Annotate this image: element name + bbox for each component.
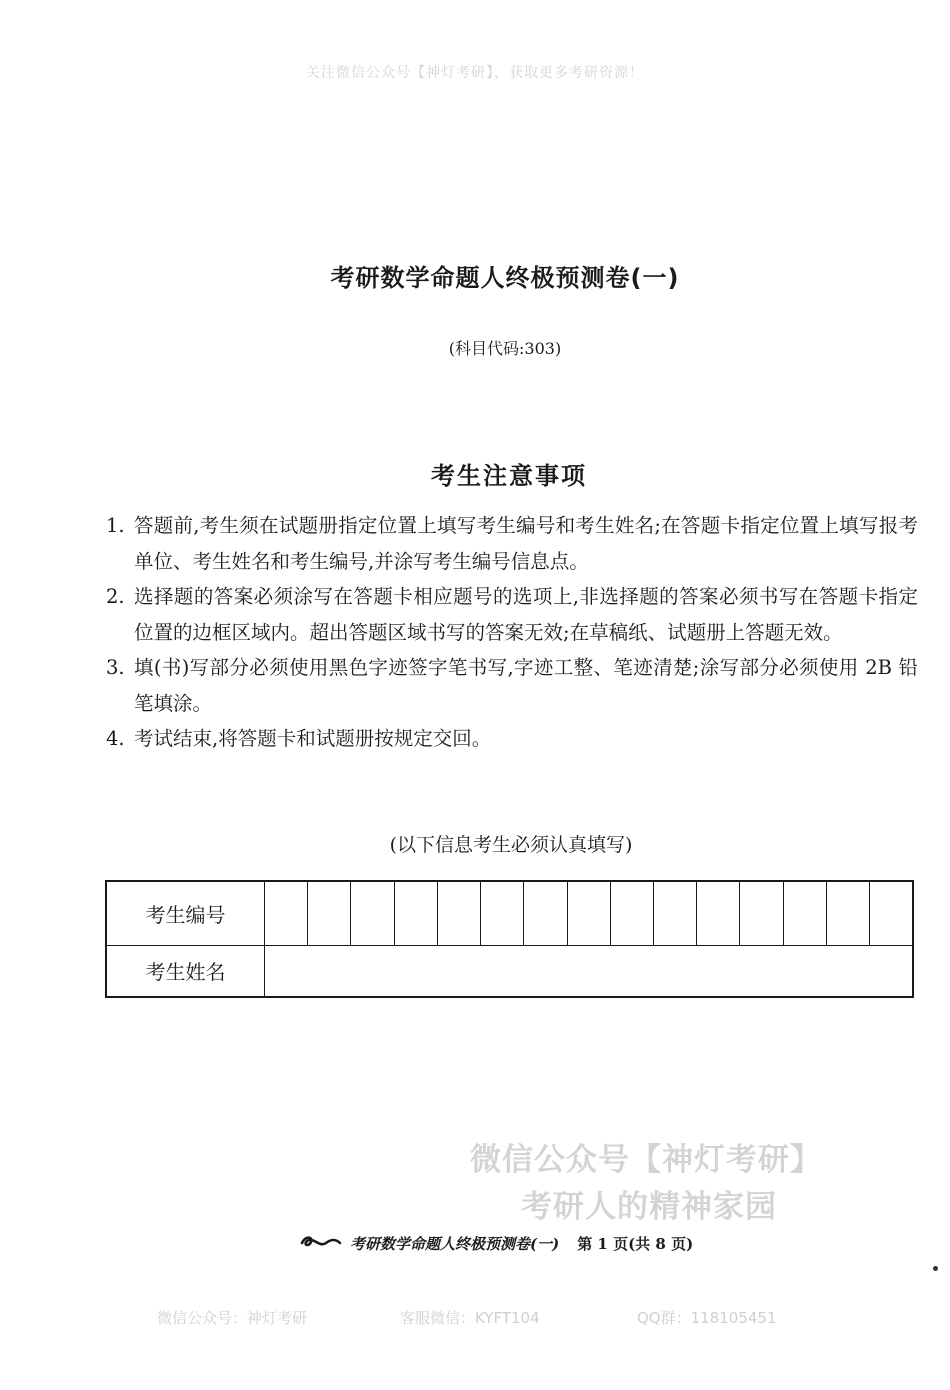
id-digit-box[interactable] [783, 881, 826, 945]
contact-qq: QQ群：118105451 [637, 1309, 777, 1327]
id-digit-box[interactable] [697, 881, 740, 945]
id-digit-box[interactable] [265, 881, 308, 945]
candidate-name-field[interactable] [265, 945, 914, 997]
candidate-info-table [105, 880, 914, 998]
rule-text: 选择题的答案必须涂写在答题卡相应题号的选项上,非选择题的答案必须书写在答题卡指定位置的边框区域内。超出答题区域书写的答案无效;在草稿纸、试题册上答题无效。 [134, 585, 918, 644]
rule-text: 答题前,考生须在试题册指定位置上填写考生编号和考生姓名;在答题卡指定位置上填写报考单位、考生姓名和考生编号,并涂写考生编号信息点。 [134, 514, 918, 573]
subject-code: (科目代码:303) [448, 339, 562, 358]
rule-number: 3. [106, 656, 125, 679]
swirl-logo-icon [300, 1234, 342, 1254]
rule-text: 考试结束,将答题卡和试题册按规定交回。 [134, 727, 492, 750]
id-digit-box[interactable] [351, 881, 394, 945]
candidate-name-label: 考生姓名 [106, 945, 265, 997]
id-digit-box[interactable] [740, 881, 783, 945]
id-digit-box[interactable] [308, 881, 351, 945]
rule-item [106, 579, 918, 650]
candidate-id-row [106, 881, 913, 945]
id-digit-box[interactable] [653, 881, 696, 945]
exam-title: 考研数学命题人终极预测卷(一) [330, 264, 680, 292]
rule-text: 填(书)写部分必须使用黑色字迹签字笔书写,字迹工整、笔迹清楚;涂写部分必须使用 2B 铅笔填涂。 [134, 656, 918, 715]
scan-dot-mark [933, 1266, 938, 1271]
id-digit-box[interactable] [437, 881, 480, 945]
rule-item [106, 721, 918, 757]
contact-service: 客服微信：KYFT104 [400, 1309, 540, 1327]
id-digit-box[interactable] [567, 881, 610, 945]
id-digit-box[interactable] [394, 881, 437, 945]
fill-note: (以下信息考生必须认真填写) [389, 834, 633, 856]
rule-number: 1. [106, 514, 125, 537]
contact-wechat: 微信公众号：神灯考研 [157, 1309, 308, 1327]
rule-item [106, 650, 918, 721]
watermark-line-2: 考研人的精神家园 [521, 1189, 777, 1225]
id-digit-box[interactable] [826, 881, 869, 945]
id-digit-box[interactable] [610, 881, 653, 945]
rule-item [106, 508, 918, 579]
rules-list [106, 508, 918, 757]
id-digit-box[interactable] [481, 881, 524, 945]
rule-number: 2. [106, 585, 125, 608]
top-watermark: 关注微信公众号【神灯考研】，获取更多考研资源！ [306, 65, 644, 81]
page-footer [300, 1233, 693, 1254]
notice-title: 考生注意事项 [431, 462, 587, 490]
id-digit-box[interactable] [870, 881, 913, 945]
footer-title: 考研数学命题人终极预测卷(一) [350, 1235, 560, 1253]
candidate-name-row [106, 945, 913, 997]
candidate-id-label: 考生编号 [106, 881, 265, 945]
page-number: 第 1 页(共 8 页) [577, 1235, 694, 1253]
watermark-line-1: 微信公众号【神灯考研】 [470, 1142, 822, 1178]
rule-number: 4. [106, 727, 125, 750]
id-digit-box[interactable] [524, 881, 567, 945]
